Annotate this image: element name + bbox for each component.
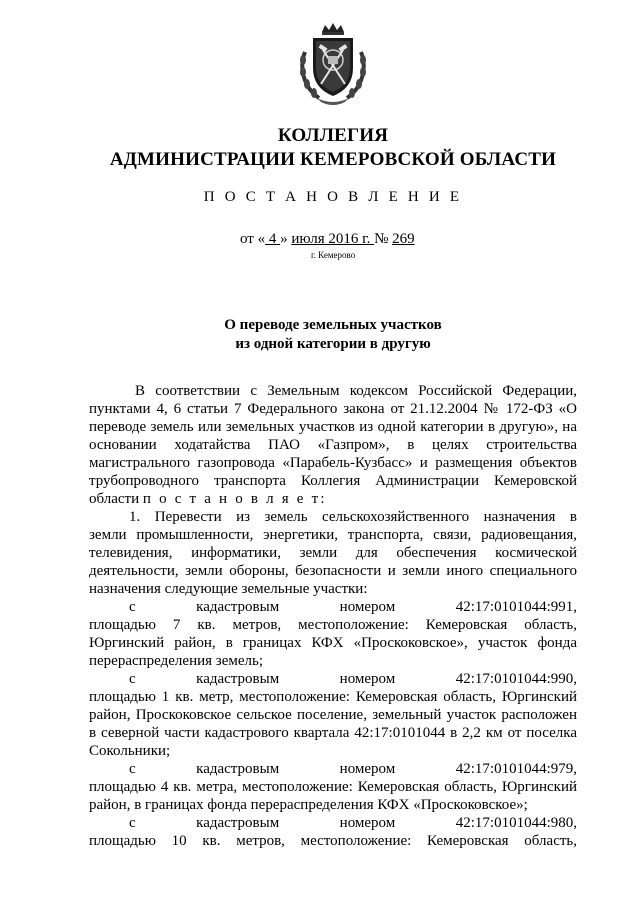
body-line: переводе земель или земельных участков из одной категории в другую», на xyxy=(89,419,577,435)
date-day: 4 xyxy=(265,231,281,247)
body-line: магистрального газопровода «Парабель-Кузбасс» и размещения объектов xyxy=(89,455,577,471)
resolves-word: п о с т а н о в л я е т: xyxy=(142,491,327,507)
body-line: назначения следующие земельные участки: xyxy=(89,581,368,597)
body-line: площадью 1 кв. метр, местоположение: Кемеровская область, Юргинский xyxy=(89,689,577,705)
body-line: площадью 10 кв. метров, местоположение: Кемеровская область, xyxy=(89,833,577,849)
body-line: с кадастровым номером 42:17:0101044:980, xyxy=(129,815,577,831)
body-line: телевидения, информатики, земли для обеспечения космической xyxy=(89,545,577,561)
date-prefix: от « xyxy=(240,231,266,247)
body-line: район, Проскоковское сельское поселение, земельный участок расположен xyxy=(89,707,577,723)
body-line: деятельности, земли обороны, безопасности и земли иного специального xyxy=(89,563,577,579)
subject-line2: из одной категории в другую xyxy=(235,336,431,352)
body-line: земли промышленности, энергетики, транспорта, связи, радиовещания, xyxy=(89,527,577,543)
body-line: пунктами 4, 6 статьи 7 Федерального закона от 21.12.2004 № 172-ФЗ «О xyxy=(89,401,577,417)
body-line: перераспределения земель; xyxy=(89,653,264,669)
body-line: площадью 4 кв. метра, местоположение: Кемеровская область, Юргинский xyxy=(89,779,577,795)
document-dateline xyxy=(240,231,415,248)
subject-line1: О переводе земельных участков xyxy=(224,317,442,333)
body-line: площадью 7 кв. метров, местоположение: Кемеровская область, xyxy=(89,617,577,633)
body-line: район, в границах фонда перераспределения КФХ «Проскоковское»; xyxy=(89,797,528,813)
body-line: 1. Перевести из земель сельскохозяйственного назначения в xyxy=(129,509,577,525)
body-line-part: области xyxy=(89,491,143,507)
body-line xyxy=(89,490,577,508)
body-line: трубопроводного транспорта Коллегия Администрации Кемеровской xyxy=(89,473,577,489)
body-line: с кадастровым номером 42:17:0101044:990, xyxy=(129,671,577,687)
organization-name-line2: АДМИНИСТРАЦИИ КЕМЕРОВСКОЙ ОБЛАСТИ xyxy=(109,149,557,170)
coat-of-arms-emblem-icon xyxy=(295,22,371,106)
body-line: с кадастровым номером 42:17:0101044:991, xyxy=(129,599,577,615)
document-number: 269 xyxy=(392,231,415,247)
document-type: П О С Т А Н О В Л Е Н И Е xyxy=(203,189,463,205)
body-line: с кадастровым номером 42:17:0101044:979, xyxy=(129,761,577,777)
date-month-year: июля 2016 г. xyxy=(291,231,375,247)
body-line: Сокольники; xyxy=(89,743,171,759)
body-line: в северной части кадастрового квартала 42:17:0101044 в 2,2 км от поселка xyxy=(89,725,577,741)
body-line: В соответствии с Земельным кодексом Российской Федерации, xyxy=(135,383,577,399)
organization-name-line1: КОЛЛЕГИЯ xyxy=(277,125,389,146)
document-city: г. Кемерово xyxy=(311,250,356,260)
date-mid: » xyxy=(280,231,292,247)
document-number-label: № xyxy=(374,231,393,247)
body-line: основании ходатайства ПАО «Газпром», в целях строительства xyxy=(89,437,577,453)
body-line: Юргинский район, в границах КФХ «Проскоковское», участок фонда xyxy=(89,635,577,651)
